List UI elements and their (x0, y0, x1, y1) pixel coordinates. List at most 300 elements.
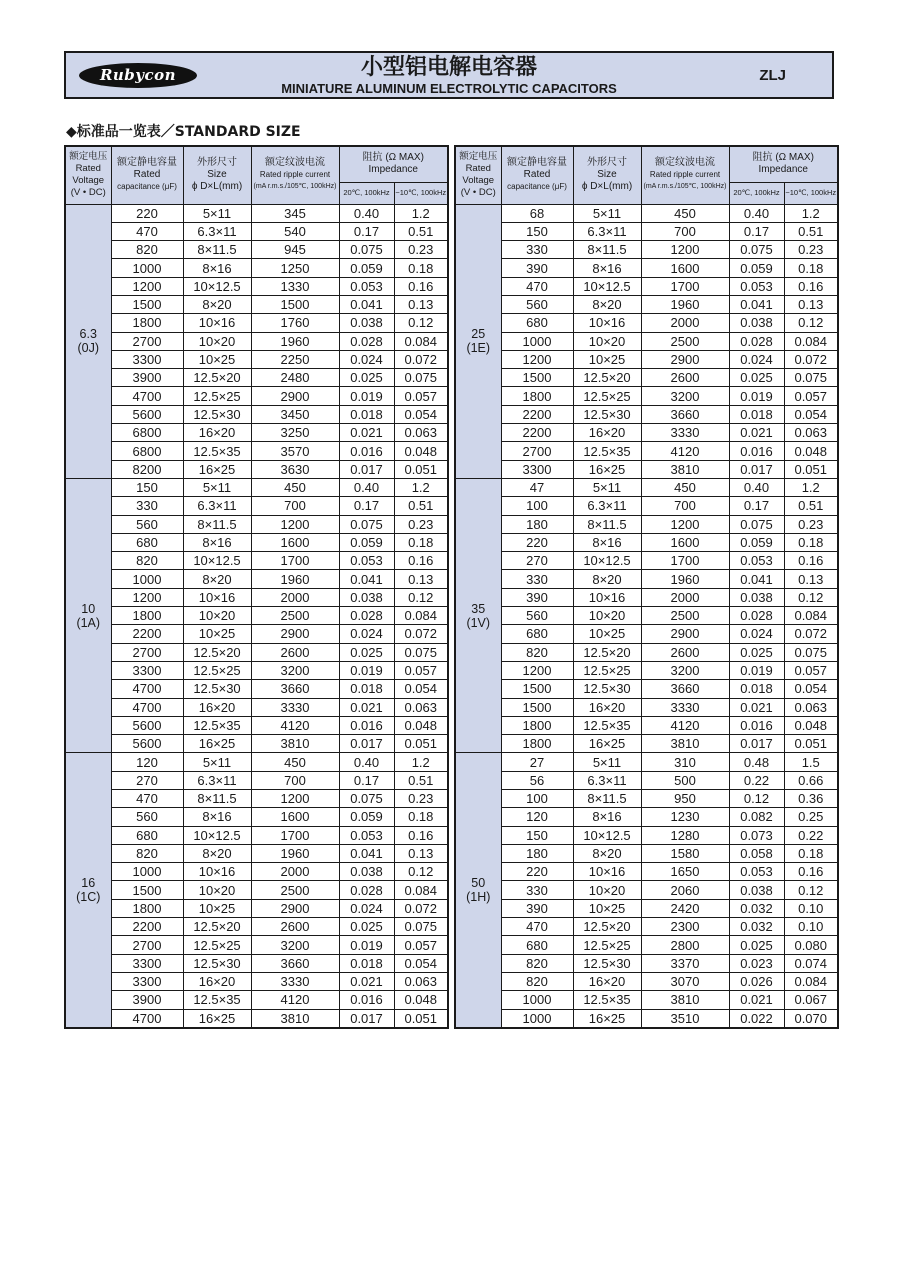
table-row (65, 478, 448, 496)
impedance-minus10c-cell: 0.18 (784, 259, 838, 277)
ripple-current-cell: 3250 (251, 424, 339, 442)
impedance-minus10c-cell: 0.057 (394, 387, 448, 405)
impedance-20c-cell: 0.024 (729, 350, 784, 368)
impedance-minus10c-cell: 0.051 (784, 460, 838, 478)
capacitance-cell: 3300 (111, 661, 183, 679)
impedance-minus10c-cell: 0.51 (394, 771, 448, 789)
table-row (65, 936, 448, 954)
impedance-minus10c-cell: 0.12 (784, 314, 838, 332)
impedance-20c-cell: 0.026 (729, 972, 784, 990)
impedance-minus10c-cell: 0.084 (784, 972, 838, 990)
impedance-20c-cell: 0.018 (339, 680, 394, 698)
header-capacitance-line: Rated (133, 169, 161, 181)
impedance-20c-cell: 0.40 (339, 204, 394, 222)
table-row (455, 826, 838, 844)
table-row (65, 918, 448, 936)
ripple-current-cell: 4120 (641, 716, 729, 734)
size-cell: 10×20 (573, 881, 641, 899)
impedance-minus10c-cell: 0.18 (784, 844, 838, 862)
header-ripple-current-line: Rated ripple current (649, 170, 721, 180)
size-cell: 12.5×25 (183, 936, 251, 954)
impedance-20c-cell: 0.028 (339, 881, 394, 899)
impedance-minus10c-cell: 0.075 (784, 643, 838, 661)
size-cell: 16×25 (573, 1009, 641, 1028)
size-cell: 12.5×35 (573, 716, 641, 734)
table-row (65, 863, 448, 881)
capacitance-cell: 680 (501, 936, 573, 954)
impedance-20c-cell: 0.053 (339, 552, 394, 570)
ripple-current-cell: 310 (641, 753, 729, 771)
table-row (455, 588, 838, 606)
size-cell: 8×11.5 (573, 790, 641, 808)
capacitance-cell: 270 (111, 771, 183, 789)
impedance-minus10c-cell: 0.25 (784, 808, 838, 826)
table-row (455, 277, 838, 295)
ripple-current-cell: 3330 (641, 698, 729, 716)
capacitance-cell: 120 (111, 753, 183, 771)
impedance-minus10c-cell: 0.12 (784, 588, 838, 606)
capacitance-cell: 470 (501, 918, 573, 936)
table-row (455, 972, 838, 990)
impedance-minus10c-cell: 1.2 (784, 478, 838, 496)
impedance-20c-cell: 0.028 (729, 607, 784, 625)
impedance-minus10c-cell: 1.2 (394, 204, 448, 222)
ripple-current-cell: 1200 (641, 515, 729, 533)
ripple-current-cell: 2500 (251, 881, 339, 899)
capacitance-cell: 100 (501, 790, 573, 808)
capacitance-cell: 1200 (501, 350, 573, 368)
size-cell: 5×11 (573, 478, 641, 496)
header-impedance-minus10c: −10℃, 100kHz (784, 182, 838, 204)
size-cell: 8×11.5 (183, 790, 251, 808)
header-capacitance-line: 额定静电容量 (507, 157, 567, 169)
voltage-code: (1E) (466, 341, 491, 356)
header-impedance-line: Impedance (758, 164, 808, 176)
size-cell: 12.5×35 (183, 991, 251, 1009)
table-row (65, 460, 448, 478)
ripple-current-cell: 1200 (251, 515, 339, 533)
size-cell: 16×20 (183, 972, 251, 990)
header-ripple-current-line: 额定纹波电流 (265, 157, 325, 169)
capacitance-cell: 3300 (501, 460, 573, 478)
capacitance-cell: 120 (501, 808, 573, 826)
size-cell: 8×20 (183, 844, 251, 862)
table-row (65, 350, 448, 368)
capacitance-cell: 150 (501, 222, 573, 240)
ripple-current-cell: 4120 (251, 991, 339, 1009)
impedance-minus10c-cell: 0.072 (394, 899, 448, 917)
capacitance-cell: 470 (501, 277, 573, 295)
capacitance-cell: 1500 (111, 881, 183, 899)
header-capacitance (501, 146, 573, 204)
table-row (455, 899, 838, 917)
title-english: MINIATURE ALUMINUM ELECTROLYTIC CAPACITORS (281, 81, 617, 96)
size-cell: 12.5×20 (573, 918, 641, 936)
impedance-20c-cell: 0.059 (729, 259, 784, 277)
size-cell: 5×11 (183, 478, 251, 496)
ripple-current-cell: 3570 (251, 442, 339, 460)
impedance-minus10c-cell: 0.048 (394, 991, 448, 1009)
voltage-code: (1V) (466, 615, 491, 630)
size-cell: 8×16 (573, 808, 641, 826)
impedance-20c-cell: 0.032 (729, 899, 784, 917)
capacitance-cell: 1500 (501, 369, 573, 387)
table-row (455, 918, 838, 936)
impedance-20c-cell: 0.016 (339, 991, 394, 1009)
size-cell: 10×16 (573, 588, 641, 606)
capacitance-cell: 1500 (501, 680, 573, 698)
ripple-current-cell: 2500 (641, 332, 729, 350)
impedance-20c-cell: 0.041 (339, 295, 394, 313)
impedance-20c-cell: 0.017 (729, 460, 784, 478)
impedance-20c-cell: 0.038 (339, 863, 394, 881)
table-row (65, 222, 448, 240)
capacitance-cell: 1000 (501, 991, 573, 1009)
impedance-20c-cell: 0.025 (729, 369, 784, 387)
size-cell: 12.5×20 (183, 918, 251, 936)
impedance-20c-cell: 0.053 (729, 863, 784, 881)
header-voltage-line: 额定电压 (69, 151, 108, 163)
header-impedance-20c: 20℃, 100kHz (729, 182, 784, 204)
impedance-minus10c-cell: 0.054 (394, 680, 448, 698)
title-chinese: 小型铝电解电容器 (360, 55, 537, 80)
size-cell: 10×12.5 (573, 826, 641, 844)
table-row (455, 661, 838, 679)
table-row (65, 533, 448, 551)
header-size-line: ϕ D×L(mm) (581, 181, 633, 193)
size-cell: 8×11.5 (573, 515, 641, 533)
capacitance-cell: 820 (501, 643, 573, 661)
impedance-20c-cell: 0.038 (339, 588, 394, 606)
size-cell: 10×12.5 (573, 277, 641, 295)
ripple-current-cell: 2420 (641, 899, 729, 917)
impedance-20c-cell: 0.017 (729, 735, 784, 753)
capacitance-cell: 3900 (111, 369, 183, 387)
ripple-current-cell: 500 (641, 771, 729, 789)
impedance-minus10c-cell: 1.2 (394, 478, 448, 496)
impedance-minus10c-cell: 0.063 (784, 698, 838, 716)
size-cell: 12.5×25 (183, 387, 251, 405)
ripple-current-cell: 450 (641, 478, 729, 496)
table-row (455, 936, 838, 954)
impedance-20c-cell: 0.024 (339, 899, 394, 917)
table-row (65, 808, 448, 826)
capacitance-cell: 6800 (111, 424, 183, 442)
capacitance-cell: 3300 (111, 350, 183, 368)
impedance-minus10c-cell: 0.51 (394, 497, 448, 515)
table-row (455, 844, 838, 862)
size-cell: 12.5×20 (183, 643, 251, 661)
capacitance-cell: 220 (111, 204, 183, 222)
header-impedance-line: 阻抗 (Ω MAX) (362, 152, 424, 164)
impedance-minus10c-cell: 0.18 (394, 533, 448, 551)
capacitance-cell: 330 (111, 497, 183, 515)
ripple-current-cell: 3330 (251, 972, 339, 990)
ripple-current-cell: 345 (251, 204, 339, 222)
size-cell: 10×25 (183, 899, 251, 917)
spec-table-left (64, 145, 449, 1029)
capacitance-cell: 1000 (501, 332, 573, 350)
voltage-value: 6.3 (79, 327, 97, 342)
table-row (455, 808, 838, 826)
table-row (455, 442, 838, 460)
capacitance-cell: 680 (501, 625, 573, 643)
size-cell: 12.5×35 (183, 716, 251, 734)
table-row (65, 716, 448, 734)
table-row (455, 790, 838, 808)
capacitance-cell: 1800 (111, 607, 183, 625)
ripple-current-cell: 3630 (251, 460, 339, 478)
table-row (455, 698, 838, 716)
header-size-line: 外形尺寸 (587, 157, 627, 169)
ripple-current-cell: 3810 (251, 735, 339, 753)
impedance-minus10c-cell: 0.051 (394, 460, 448, 478)
impedance-20c-cell: 0.053 (339, 277, 394, 295)
size-cell: 10×20 (183, 607, 251, 625)
impedance-20c-cell: 0.018 (339, 405, 394, 423)
table-row (455, 204, 838, 222)
table-row (455, 424, 838, 442)
size-cell: 6.3×11 (183, 222, 251, 240)
impedance-minus10c-cell: 0.057 (394, 936, 448, 954)
capacitance-cell: 2200 (501, 405, 573, 423)
impedance-20c-cell: 0.038 (339, 314, 394, 332)
table-row (455, 460, 838, 478)
impedance-minus10c-cell: 0.084 (784, 332, 838, 350)
impedance-20c-cell: 0.053 (729, 552, 784, 570)
capacitance-cell: 1000 (111, 863, 183, 881)
ripple-current-cell: 1330 (251, 277, 339, 295)
capacitance-cell: 1000 (111, 259, 183, 277)
table-row (455, 332, 838, 350)
table-row (65, 442, 448, 460)
impedance-20c-cell: 0.075 (339, 515, 394, 533)
voltage-value: 10 (81, 601, 96, 616)
ripple-current-cell: 540 (251, 222, 339, 240)
ripple-current-cell: 2600 (641, 369, 729, 387)
impedance-minus10c-cell: 0.084 (394, 332, 448, 350)
impedance-minus10c-cell: 0.16 (784, 863, 838, 881)
ripple-current-cell: 3810 (641, 735, 729, 753)
ripple-current-cell: 3510 (641, 1009, 729, 1028)
voltage-cell (65, 204, 111, 478)
capacitance-cell: 330 (501, 570, 573, 588)
impedance-20c-cell: 0.019 (729, 661, 784, 679)
impedance-minus10c-cell: 0.063 (784, 424, 838, 442)
impedance-20c-cell: 0.041 (339, 570, 394, 588)
capacitance-cell: 820 (501, 954, 573, 972)
impedance-minus10c-cell: 0.22 (784, 826, 838, 844)
header-voltage-line: (V • DC) (460, 187, 496, 199)
header-impedance (339, 146, 448, 182)
impedance-20c-cell: 0.053 (729, 277, 784, 295)
table-row (65, 625, 448, 643)
table-row (65, 771, 448, 789)
ripple-current-cell: 3070 (641, 972, 729, 990)
impedance-minus10c-cell: 0.084 (394, 881, 448, 899)
capacitance-cell: 390 (501, 588, 573, 606)
ripple-current-cell: 3200 (251, 936, 339, 954)
table-row (65, 881, 448, 899)
impedance-minus10c-cell: 0.048 (394, 442, 448, 460)
capacitance-cell: 68 (501, 204, 573, 222)
table-row (455, 753, 838, 771)
impedance-20c-cell: 0.059 (339, 808, 394, 826)
table-row (65, 241, 448, 259)
ripple-current-cell: 2500 (641, 607, 729, 625)
impedance-20c-cell: 0.019 (339, 661, 394, 679)
capacitance-cell: 1800 (111, 899, 183, 917)
table-row (65, 204, 448, 222)
impedance-20c-cell: 0.059 (339, 259, 394, 277)
impedance-20c-cell: 0.075 (729, 515, 784, 533)
size-cell: 5×11 (183, 204, 251, 222)
size-cell: 16×25 (183, 735, 251, 753)
table-row (65, 899, 448, 917)
impedance-minus10c-cell: 0.36 (784, 790, 838, 808)
impedance-20c-cell: 0.023 (729, 954, 784, 972)
table-row (65, 314, 448, 332)
ripple-current-cell: 2500 (251, 607, 339, 625)
capacitance-cell: 820 (111, 241, 183, 259)
voltage-code: (1H) (466, 890, 491, 905)
header-size (573, 146, 641, 204)
voltage-code: (0J) (77, 341, 100, 356)
capacitance-cell: 560 (111, 515, 183, 533)
capacitance-cell: 5600 (111, 716, 183, 734)
impedance-20c-cell: 0.082 (729, 808, 784, 826)
capacitance-cell: 4700 (111, 698, 183, 716)
header-ripple-current-line: 额定纹波电流 (655, 157, 715, 169)
capacitance-cell: 2200 (111, 918, 183, 936)
ripple-current-cell: 1700 (251, 826, 339, 844)
impedance-20c-cell: 0.40 (339, 753, 394, 771)
impedance-20c-cell: 0.22 (729, 771, 784, 789)
header-impedance-minus10c: −10℃, 100kHz (394, 182, 448, 204)
size-cell: 6.3×11 (183, 497, 251, 515)
table-row (65, 753, 448, 771)
impedance-minus10c-cell: 0.16 (784, 277, 838, 295)
impedance-minus10c-cell: 0.048 (394, 716, 448, 734)
ripple-current-cell: 3660 (251, 954, 339, 972)
capacitance-cell: 330 (501, 881, 573, 899)
ripple-current-cell: 3330 (641, 424, 729, 442)
capacitance-cell: 470 (111, 222, 183, 240)
impedance-minus10c-cell: 0.057 (784, 387, 838, 405)
capacitance-cell: 5600 (111, 735, 183, 753)
impedance-minus10c-cell: 0.080 (784, 936, 838, 954)
size-cell: 12.5×35 (183, 442, 251, 460)
capacitance-cell: 4700 (111, 1009, 183, 1028)
impedance-minus10c-cell: 0.074 (784, 954, 838, 972)
table-row (455, 881, 838, 899)
size-cell: 12.5×20 (183, 369, 251, 387)
impedance-minus10c-cell: 0.084 (784, 607, 838, 625)
table-row (65, 332, 448, 350)
size-cell: 8×16 (573, 533, 641, 551)
size-cell: 10×12.5 (573, 552, 641, 570)
ripple-current-cell: 1250 (251, 259, 339, 277)
size-cell: 16×25 (573, 460, 641, 478)
voltage-value: 50 (471, 876, 486, 891)
impedance-minus10c-cell: 0.075 (394, 918, 448, 936)
impedance-minus10c-cell: 0.075 (394, 643, 448, 661)
table-row (455, 369, 838, 387)
size-cell: 12.5×30 (183, 680, 251, 698)
ripple-current-cell: 3200 (641, 661, 729, 679)
table-row (65, 826, 448, 844)
impedance-20c-cell: 0.038 (729, 588, 784, 606)
impedance-minus10c-cell: 0.075 (784, 369, 838, 387)
capacitance-cell: 220 (501, 863, 573, 881)
impedance-20c-cell: 0.025 (339, 643, 394, 661)
ripple-current-cell: 1500 (251, 295, 339, 313)
table-row (65, 661, 448, 679)
ripple-current-cell: 3660 (641, 680, 729, 698)
ripple-current-cell: 450 (251, 478, 339, 496)
capacitance-cell: 680 (111, 533, 183, 551)
table-row (455, 222, 838, 240)
impedance-20c-cell: 0.021 (339, 972, 394, 990)
impedance-20c-cell: 0.041 (729, 295, 784, 313)
ripple-current-cell: 700 (641, 222, 729, 240)
table-row (65, 497, 448, 515)
impedance-minus10c-cell: 0.084 (394, 607, 448, 625)
capacitance-cell: 150 (111, 478, 183, 496)
ripple-current-cell: 945 (251, 241, 339, 259)
impedance-minus10c-cell: 0.13 (394, 295, 448, 313)
header-capacitance (111, 146, 183, 204)
table-row (65, 588, 448, 606)
table-row (455, 350, 838, 368)
size-cell: 8×11.5 (183, 241, 251, 259)
section-title: ◆标准品一览表／STANDARD SIZE (66, 124, 301, 140)
ripple-current-cell: 1600 (641, 533, 729, 551)
impedance-minus10c-cell: 0.12 (784, 881, 838, 899)
table-row (455, 314, 838, 332)
capacitance-cell: 680 (501, 314, 573, 332)
ripple-current-cell: 1700 (641, 552, 729, 570)
capacitance-cell: 1200 (501, 661, 573, 679)
impedance-20c-cell: 0.016 (729, 716, 784, 734)
capacitance-cell: 560 (501, 607, 573, 625)
impedance-20c-cell: 0.40 (339, 478, 394, 496)
impedance-20c-cell: 0.025 (339, 918, 394, 936)
rubycon-logo: Rubycon (79, 63, 197, 88)
capacitance-cell: 560 (111, 808, 183, 826)
size-cell: 12.5×30 (573, 954, 641, 972)
header-ripple-current-line: (mA r.m.s./105℃, 100kHz) (253, 183, 337, 191)
voltage-value: 35 (471, 601, 486, 616)
impedance-minus10c-cell: 0.16 (394, 552, 448, 570)
capacitance-cell: 5600 (111, 405, 183, 423)
impedance-20c-cell: 0.12 (729, 790, 784, 808)
capacitance-cell: 220 (501, 533, 573, 551)
impedance-minus10c-cell: 0.072 (394, 350, 448, 368)
capacitance-cell: 47 (501, 478, 573, 496)
ripple-current-cell: 2600 (251, 643, 339, 661)
impedance-20c-cell: 0.17 (339, 771, 394, 789)
impedance-20c-cell: 0.016 (339, 716, 394, 734)
ripple-current-cell: 1600 (641, 259, 729, 277)
table-row (455, 735, 838, 753)
size-cell: 10×25 (183, 350, 251, 368)
capacitance-cell: 27 (501, 753, 573, 771)
capacitance-cell: 1800 (501, 735, 573, 753)
impedance-20c-cell: 0.025 (729, 643, 784, 661)
ripple-current-cell: 1960 (251, 844, 339, 862)
impedance-minus10c-cell: 0.054 (784, 680, 838, 698)
